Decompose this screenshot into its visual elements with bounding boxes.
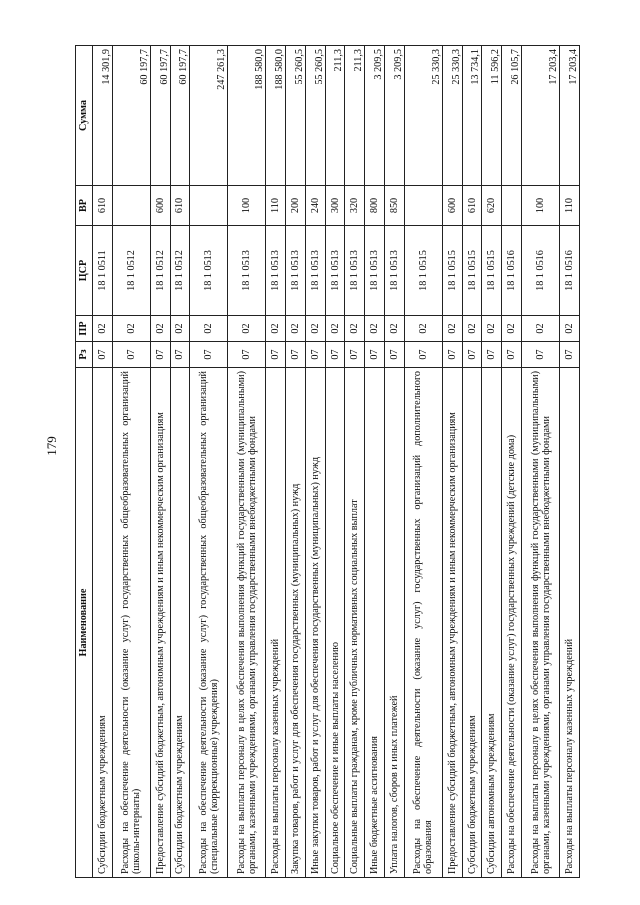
row-csr: 18 1 0516 bbox=[560, 226, 580, 316]
table-row bbox=[482, 46, 502, 878]
row-pr: 02 bbox=[266, 316, 286, 342]
table-row bbox=[502, 46, 522, 878]
row-name: Субсидии автономным учреждениям bbox=[482, 368, 502, 878]
row-pr: 02 bbox=[112, 316, 150, 342]
row-vr: 320 bbox=[345, 186, 365, 226]
row-vr: 600 bbox=[442, 186, 462, 226]
row-name: Иные бюджетные ассигнования bbox=[365, 368, 385, 878]
row-sum: 60 197,7 bbox=[112, 46, 150, 186]
table-row bbox=[150, 46, 170, 878]
row-sum: 25 330,3 bbox=[404, 46, 442, 186]
row-pr: 02 bbox=[305, 316, 325, 342]
row-csr: 18 1 0513 bbox=[190, 226, 228, 316]
table-row bbox=[112, 46, 150, 878]
row-csr: 18 1 0513 bbox=[286, 226, 306, 316]
row-pr: 02 bbox=[385, 316, 405, 342]
row-rz: 07 bbox=[286, 342, 306, 368]
table-row bbox=[365, 46, 385, 878]
row-rz: 07 bbox=[404, 342, 442, 368]
budget-table bbox=[75, 45, 580, 878]
row-name: Расходы на выплаты персоналу казенных учреждений bbox=[266, 368, 286, 878]
row-rz: 07 bbox=[482, 342, 502, 368]
table-row bbox=[560, 46, 580, 878]
row-vr: 620 bbox=[482, 186, 502, 226]
rotated-table-container bbox=[75, 46, 580, 878]
header-pr: ПР bbox=[76, 316, 93, 342]
row-vr: 200 bbox=[286, 186, 306, 226]
row-name: Расходы на выплаты персоналу в целях обеспечения выполнения функций государственными (муниципальными) органами, казенными учреждениями, органами управления государственными внебюджетными фондами bbox=[228, 368, 266, 878]
row-csr: 18 1 0515 bbox=[404, 226, 442, 316]
row-rz: 07 bbox=[170, 342, 190, 368]
row-csr: 18 1 0513 bbox=[325, 226, 345, 316]
row-rz: 07 bbox=[462, 342, 482, 368]
row-pr: 02 bbox=[522, 316, 560, 342]
table-row bbox=[286, 46, 306, 878]
row-pr: 02 bbox=[286, 316, 306, 342]
header-name: Наименование bbox=[76, 368, 93, 878]
row-name: Субсидии бюджетным учреждениям bbox=[93, 368, 113, 878]
row-sum: 188 580,0 bbox=[266, 46, 286, 186]
row-rz: 07 bbox=[228, 342, 266, 368]
row-vr: 100 bbox=[228, 186, 266, 226]
row-rz: 07 bbox=[385, 342, 405, 368]
row-vr bbox=[502, 186, 522, 226]
row-rz: 07 bbox=[150, 342, 170, 368]
row-pr: 02 bbox=[93, 316, 113, 342]
row-vr: 610 bbox=[93, 186, 113, 226]
table-body bbox=[93, 46, 580, 878]
row-pr: 02 bbox=[462, 316, 482, 342]
table-row bbox=[404, 46, 442, 878]
table-row bbox=[305, 46, 325, 878]
row-pr: 02 bbox=[345, 316, 365, 342]
table-row bbox=[462, 46, 482, 878]
row-sum: 211,3 bbox=[345, 46, 365, 186]
table-row bbox=[385, 46, 405, 878]
row-pr: 02 bbox=[502, 316, 522, 342]
row-csr: 18 1 0515 bbox=[462, 226, 482, 316]
row-sum: 26 105,7 bbox=[502, 46, 522, 186]
row-rz: 07 bbox=[522, 342, 560, 368]
page-number: 179 bbox=[44, 436, 59, 456]
row-sum: 13 734,1 bbox=[462, 46, 482, 186]
row-rz: 07 bbox=[502, 342, 522, 368]
row-rz: 07 bbox=[305, 342, 325, 368]
row-name: Иные закупки товаров, работ и услуг для обеспечения государственных (муниципальных) нужд bbox=[305, 368, 325, 878]
row-name: Расходы на обеспечение деятельности (оказание услуг) государственных общеобразовательных организаций (школы-интернаты) bbox=[112, 368, 150, 878]
header-rz: Рз bbox=[76, 342, 93, 368]
row-name: Расходы на обеспечение деятельности (оказание услуг) государственных учреждений (детские дома) bbox=[502, 368, 522, 878]
row-csr: 18 1 0516 bbox=[502, 226, 522, 316]
row-pr: 02 bbox=[365, 316, 385, 342]
table-row bbox=[266, 46, 286, 878]
row-name: Предоставление субсидий бюджетным, автономным учреждениям и иным некоммерческим организациям bbox=[150, 368, 170, 878]
table-row bbox=[170, 46, 190, 878]
row-sum: 60 197,7 bbox=[170, 46, 190, 186]
row-vr bbox=[404, 186, 442, 226]
row-vr: 240 bbox=[305, 186, 325, 226]
row-sum: 11 596,2 bbox=[482, 46, 502, 186]
row-csr: 18 1 0512 bbox=[170, 226, 190, 316]
row-name: Социальные выплаты гражданам, кроме публичных нормативных социальных выплат bbox=[345, 368, 365, 878]
row-csr: 18 1 0512 bbox=[112, 226, 150, 316]
row-csr: 18 1 0513 bbox=[365, 226, 385, 316]
header-sum: Сумма bbox=[76, 46, 93, 186]
row-sum: 14 301,9 bbox=[93, 46, 113, 186]
row-sum: 55 260,5 bbox=[305, 46, 325, 186]
row-csr: 18 1 0512 bbox=[150, 226, 170, 316]
row-rz: 07 bbox=[112, 342, 150, 368]
row-sum: 17 203,4 bbox=[560, 46, 580, 186]
row-sum: 3 209,5 bbox=[365, 46, 385, 186]
row-pr: 02 bbox=[482, 316, 502, 342]
row-vr: 600 bbox=[150, 186, 170, 226]
row-csr: 18 1 0513 bbox=[305, 226, 325, 316]
row-rz: 07 bbox=[365, 342, 385, 368]
table-row bbox=[442, 46, 462, 878]
row-sum: 17 203,4 bbox=[522, 46, 560, 186]
row-sum: 211,3 bbox=[325, 46, 345, 186]
header-vr: ВР bbox=[76, 186, 93, 226]
row-name: Социальное обеспечение и иные выплаты населению bbox=[325, 368, 345, 878]
row-sum: 55 260,5 bbox=[286, 46, 306, 186]
row-rz: 07 bbox=[560, 342, 580, 368]
row-name: Расходы на выплаты персоналу казенных учреждений bbox=[560, 368, 580, 878]
row-sum: 247 261,3 bbox=[190, 46, 228, 186]
row-name: Расходы на обеспечение деятельности (оказание услуг) государственных общеобразовательных организаций (специальные (коррекционные) учреждения) bbox=[190, 368, 228, 878]
table-row bbox=[228, 46, 266, 878]
row-vr: 800 bbox=[365, 186, 385, 226]
row-pr: 02 bbox=[560, 316, 580, 342]
row-name: Закупка товаров, работ и услуг для обеспечения государственных (муниципальных) нужд bbox=[286, 368, 306, 878]
row-pr: 02 bbox=[150, 316, 170, 342]
row-pr: 02 bbox=[170, 316, 190, 342]
row-csr: 18 1 0513 bbox=[345, 226, 365, 316]
row-csr: 18 1 0513 bbox=[266, 226, 286, 316]
row-name: Расходы на выплаты персоналу в целях обеспечения выполнения функций государственными (муниципальными) органами, казенными учреждениями, органами управления государственными внебюджетными фондами bbox=[522, 368, 560, 878]
header-csr: ЦСР bbox=[76, 226, 93, 316]
row-pr: 02 bbox=[190, 316, 228, 342]
row-csr: 18 1 0515 bbox=[482, 226, 502, 316]
row-csr: 18 1 0515 bbox=[442, 226, 462, 316]
row-name: Уплата налогов, сборов и иных платежей bbox=[385, 368, 405, 878]
row-pr: 02 bbox=[228, 316, 266, 342]
row-rz: 07 bbox=[93, 342, 113, 368]
row-rz: 07 bbox=[345, 342, 365, 368]
row-sum: 25 330,3 bbox=[442, 46, 462, 186]
row-rz: 07 bbox=[325, 342, 345, 368]
row-sum: 60 197,7 bbox=[150, 46, 170, 186]
row-pr: 02 bbox=[404, 316, 442, 342]
row-vr bbox=[190, 186, 228, 226]
table-row bbox=[325, 46, 345, 878]
row-sum: 188 580,0 bbox=[228, 46, 266, 186]
row-vr: 850 bbox=[385, 186, 405, 226]
row-pr: 02 bbox=[442, 316, 462, 342]
row-rz: 07 bbox=[190, 342, 228, 368]
row-csr: 18 1 0513 bbox=[385, 226, 405, 316]
row-name: Субсидии бюджетным учреждениям bbox=[462, 368, 482, 878]
table-row bbox=[93, 46, 113, 878]
row-vr: 110 bbox=[560, 186, 580, 226]
row-rz: 07 bbox=[442, 342, 462, 368]
row-vr: 610 bbox=[170, 186, 190, 226]
row-vr: 300 bbox=[325, 186, 345, 226]
row-csr: 18 1 0513 bbox=[228, 226, 266, 316]
row-name: Субсидии бюджетным учреждениям bbox=[170, 368, 190, 878]
row-vr: 110 bbox=[266, 186, 286, 226]
row-csr: 18 1 0511 bbox=[93, 226, 113, 316]
row-pr: 02 bbox=[325, 316, 345, 342]
row-vr: 100 bbox=[522, 186, 560, 226]
row-vr bbox=[112, 186, 150, 226]
table-header-row bbox=[76, 46, 93, 878]
row-name: Расходы на обеспечение деятельности (оказание услуг) государственных организаций дополнительного образования bbox=[404, 368, 442, 878]
row-name: Предоставление субсидий бюджетным, автономным учреждениям и иным некоммерческим организациям bbox=[442, 368, 462, 878]
table-row bbox=[345, 46, 365, 878]
row-rz: 07 bbox=[266, 342, 286, 368]
row-vr: 610 bbox=[462, 186, 482, 226]
table-row bbox=[522, 46, 560, 878]
row-csr: 18 1 0516 bbox=[522, 226, 560, 316]
table-row bbox=[190, 46, 228, 878]
row-sum: 3 209,5 bbox=[385, 46, 405, 186]
